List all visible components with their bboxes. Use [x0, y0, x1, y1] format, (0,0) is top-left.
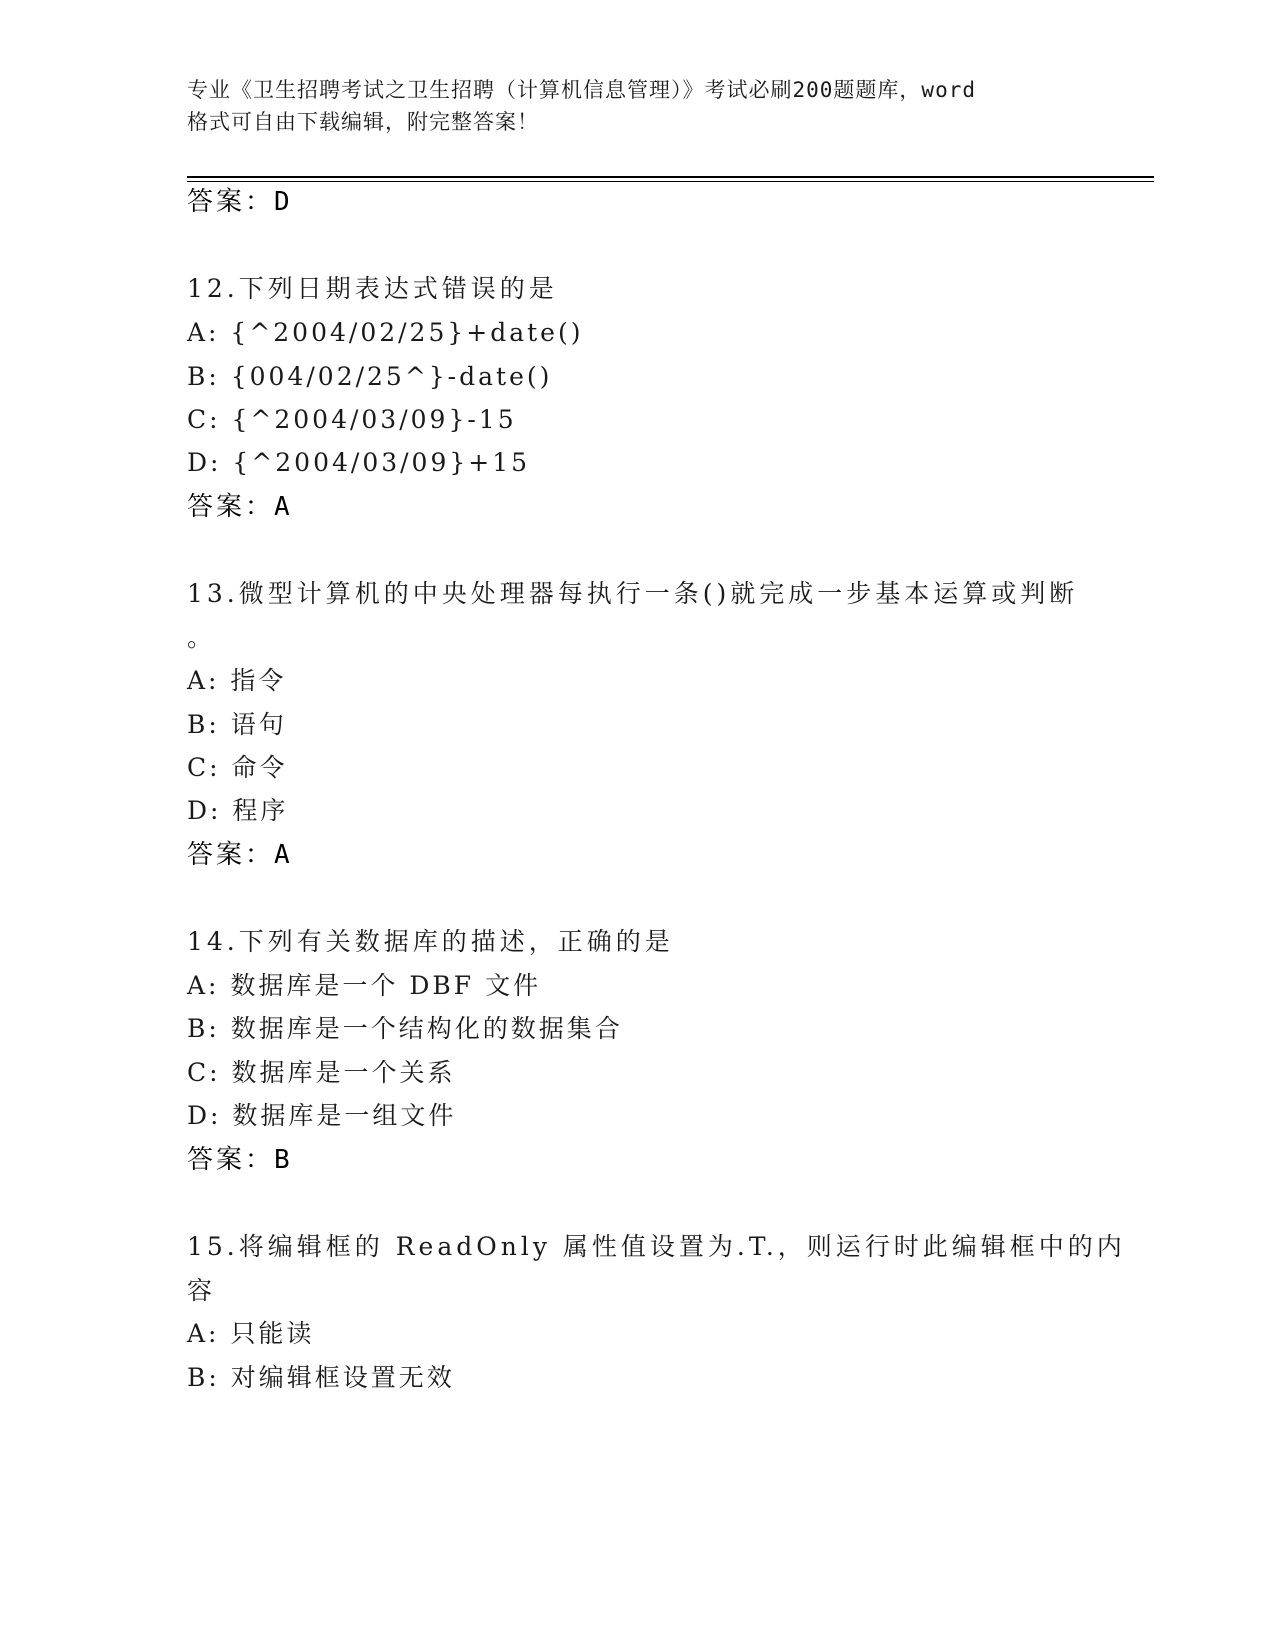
q15-stem-line-1: 15.将编辑框的 ReadOnly 属性值设置为.T.，则运行时此编辑框中的内 — [187, 1232, 1126, 1261]
q15-option-b: B: 对编辑框设置无效 — [187, 1363, 455, 1392]
header-line-1: 专业《卫生招聘考试之卫生招聘（计算机信息管理）》考试必刷200题题库，word — [187, 78, 976, 102]
q14-option-c: C: 数据库是一个关系 — [187, 1058, 456, 1087]
q14-option-b: B: 数据库是一个结构化的数据集合 — [187, 1014, 623, 1043]
q12-option-c: C: {^2004/03/09}-15 — [187, 405, 517, 434]
header-rule-thin — [187, 181, 1154, 182]
q13-option-c: C: 命令 — [187, 753, 288, 782]
q13-option-d: D: 程序 — [187, 796, 289, 825]
q13-answer: 答案：A — [187, 840, 293, 870]
q13-option-b: B: 语句 — [187, 710, 287, 739]
q14-option-a: A: 数据库是一个 DBF 文件 — [187, 971, 542, 1000]
q12-answer: 答案：A — [187, 492, 293, 522]
q14-option-d: D: 数据库是一组文件 — [187, 1101, 457, 1130]
q15-stem-line-2: 容 — [187, 1276, 217, 1305]
header-line-2: 格式可自由下载编辑，附完整答案！ — [187, 110, 539, 134]
document-header — [187, 74, 1087, 138]
header-rule-thick — [187, 176, 1154, 178]
q14-stem: 14.下列有关数据库的描述，正确的是 — [187, 927, 674, 956]
q13-option-a: A: 指令 — [187, 666, 287, 695]
q12-option-b: B: {004/02/25^}-date() — [187, 362, 553, 391]
q12-option-d: D: {^2004/03/09}+15 — [187, 448, 531, 477]
q12-option-a: A: {^2004/02/25}+date() — [187, 318, 584, 347]
q14-answer: 答案：B — [187, 1145, 293, 1175]
q12-stem: 12.下列日期表达式错误的是 — [187, 274, 558, 303]
prev-answer: 答案：D — [187, 187, 293, 217]
q15-option-a: A: 只能读 — [187, 1319, 315, 1348]
q13-stem-line-2: 。 — [187, 623, 217, 652]
q13-stem-line-1: 13.微型计算机的中央处理器每执行一条()就完成一步基本运算或判断 — [187, 579, 1079, 608]
